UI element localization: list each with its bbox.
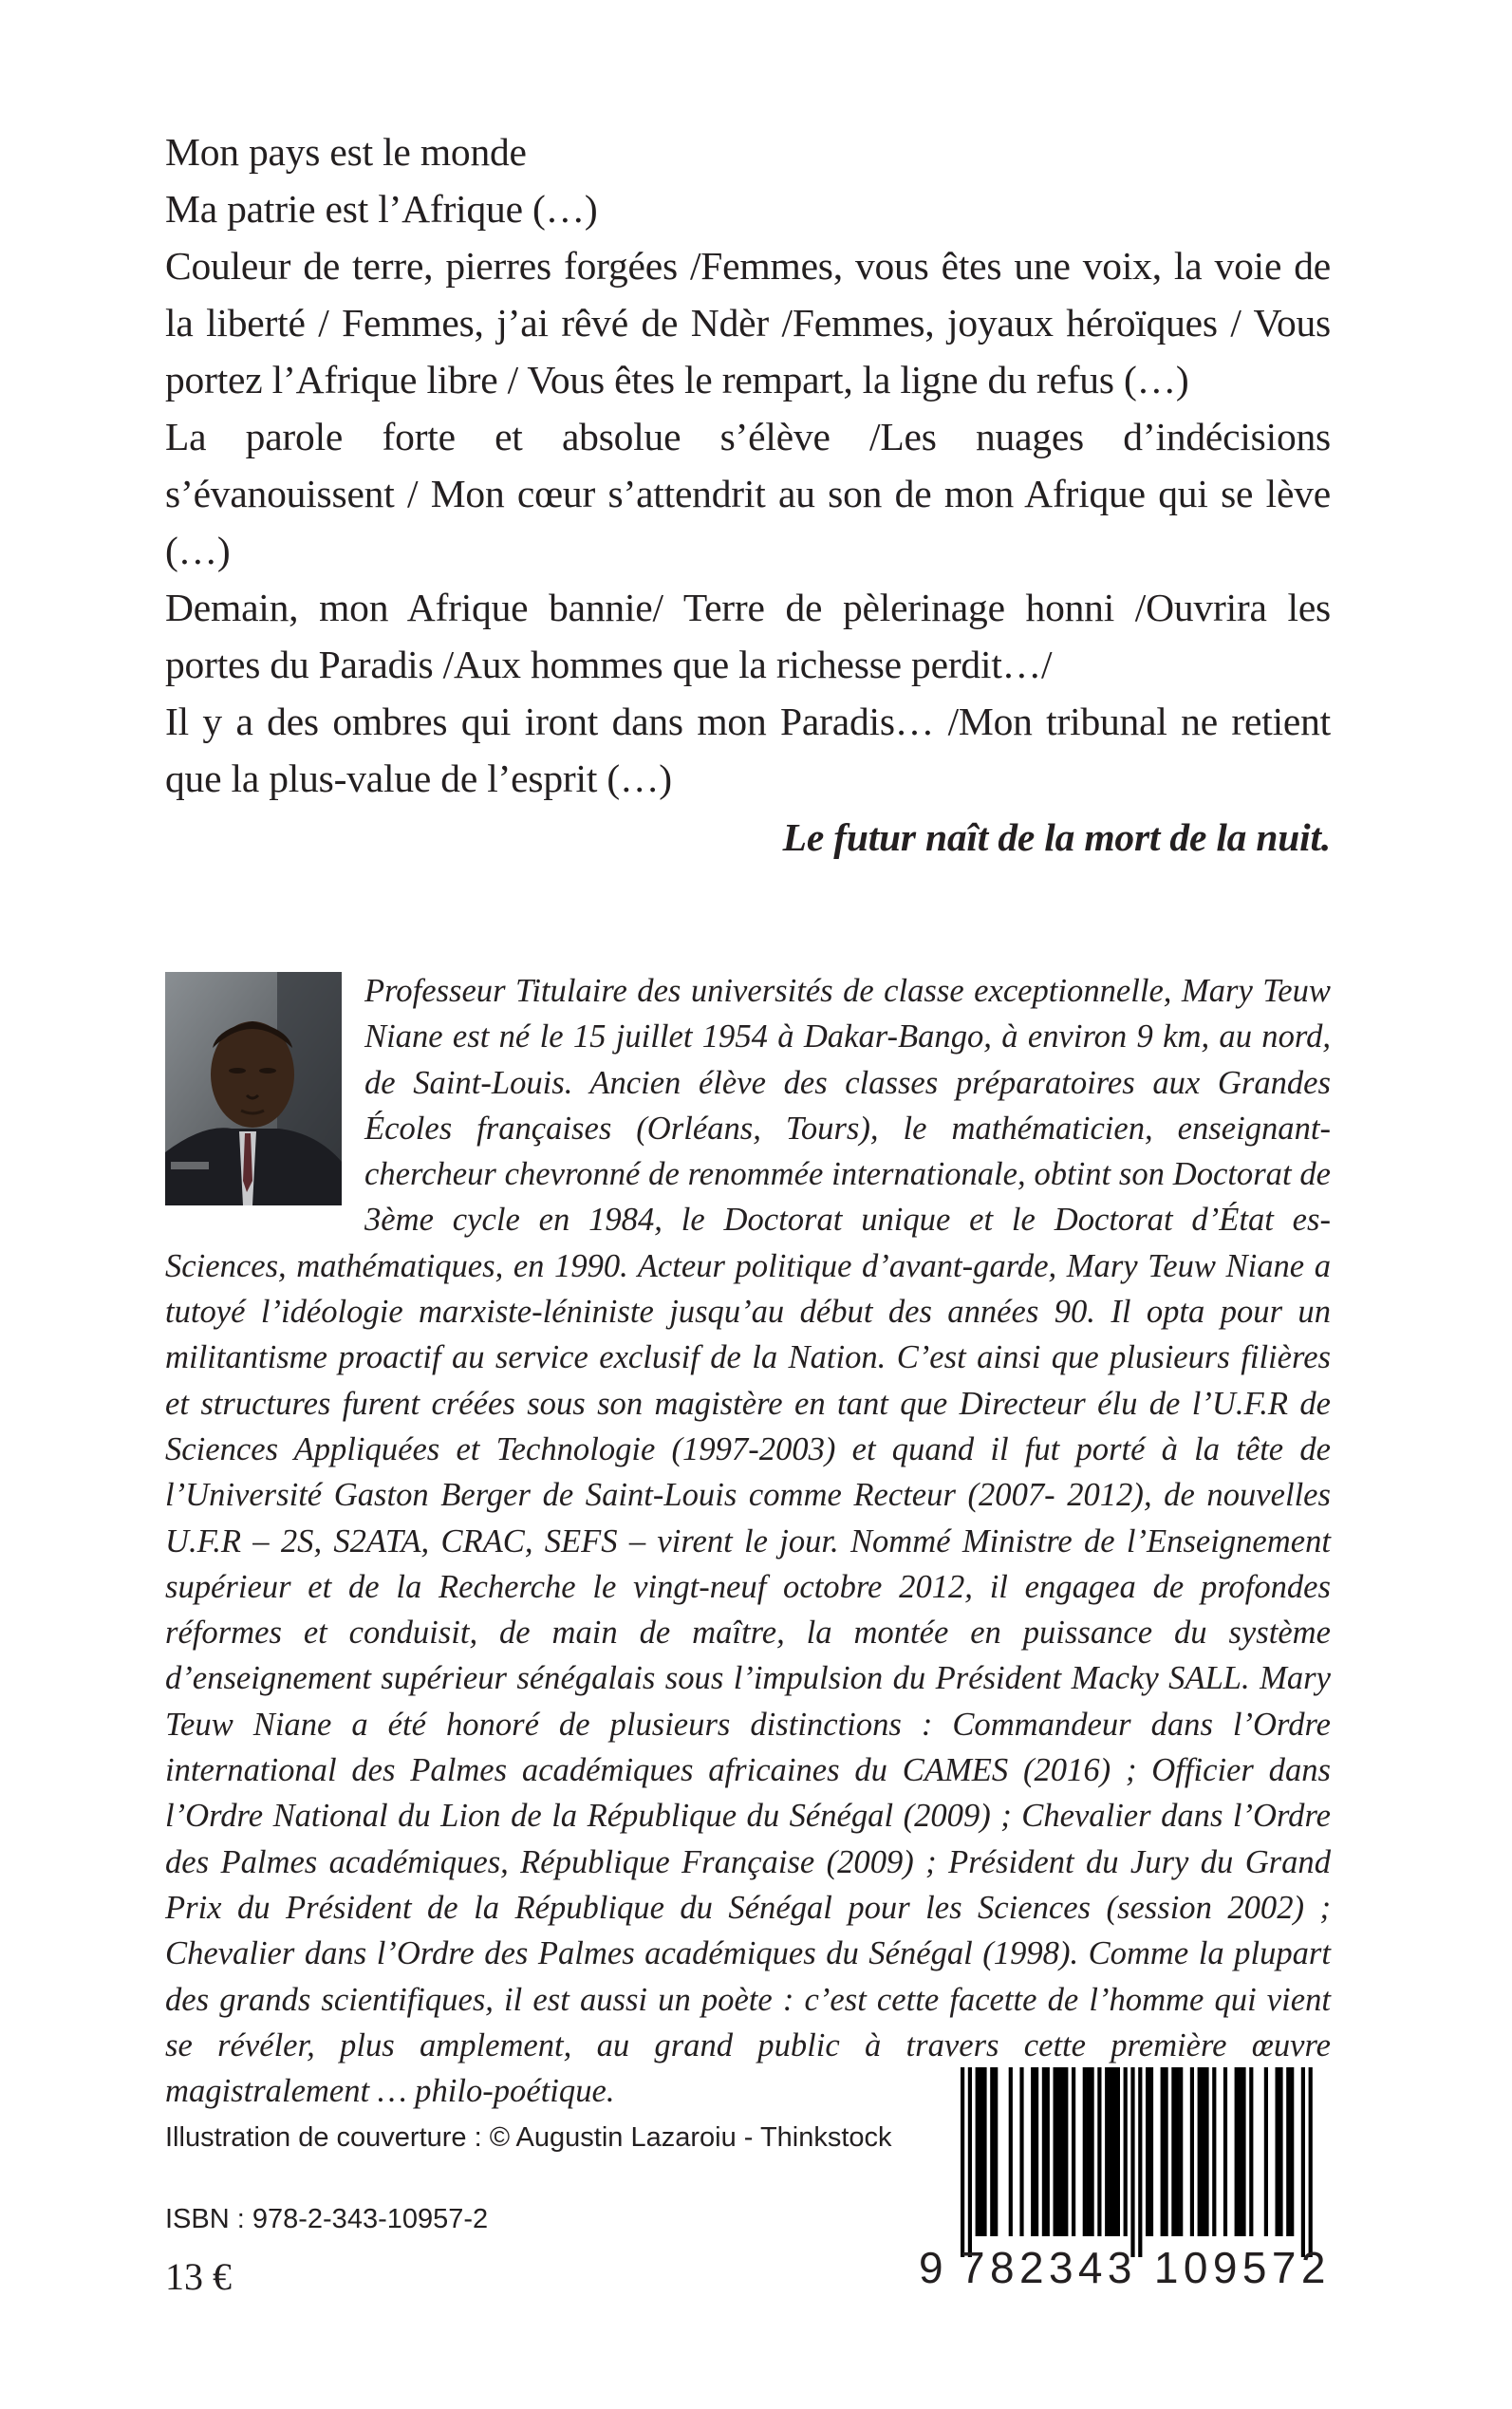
barcode-bar bbox=[1223, 2067, 1227, 2236]
barcode-bar bbox=[1241, 2067, 1245, 2236]
barcode-bar bbox=[1031, 2067, 1035, 2236]
biography-text: Professeur Titulaire des universités de classe exceptionnelle, Mary Teuw Niane est né le 15 juillet 1954 à Dakar-Bango, à environ 9 km, au nord, de Saint-Louis. Ancien élève des classes préparatoires aux Grandes Écoles françaises (Orléans, Tours), le mathématicien, enseignant-chercheur chevronné de renommée internationale, obtint son Doctorat de 3ème cycle en 1984, le Doctorat unique et le Doctorat d’État es-Sciences, mathématiques, en 1990. Acteur politique d’avant-garde, Mary Teuw Niane a tutoyé l’idéologie marxiste-léniniste jusqu’au début des années 90. Il opta pour un militantisme proactif au service exclusif de la Nation. C’est ainsi que plusieurs filières et structures furent créées sous son magistère en tant que Directeur élu de l’U.F.R de Sciences Appliquées et Technologie (1997-2003) et quand il fut porté à la tête de l’Université Gaston Berger de Saint-Louis comme Recteur (2007- 2012), de nouvelles U.F.R – 2S, S2ATA, CRAC, SEFS – virent le jour. Nommé Ministre de l’Enseignement supérieur et de la Recherche le vingt-neuf octobre 2012, il engagea de profondes réformes et conduisit, de main de maître, la montée en puissance du système d’enseignement supérieur sénégalais sous l’impulsion du Président Macky SALL. Mary Teuw Niane a été honoré de plusieurs distinctions : Commandeur dans l’Ordre international des Palmes académiques africaines du CAMES (2016) ; Officier dans l’Ordre National du Lion de la République du Sénégal (2009) ; Chevalier dans l’Ordre des Palmes académiques, République Française (2009) ; Président du Jury du Grand Prix du Président de la République du Sénégal pour les Sciences (session 2002) ; Chevalier dans l’Ordre des Palmes académiques du Sénégal (1998). Comme la plupart des grands scientifiques, il est aussi un poète : c’est cette facette de l’homme qui vient se révéler, plus amplement, au grand public à travers cette première œuvre magistralement … philo-poétique. bbox=[165, 973, 1331, 2110]
barcode-bar bbox=[1072, 2067, 1075, 2236]
barcode-bar bbox=[1179, 2067, 1183, 2236]
barcode-bar bbox=[1083, 2067, 1087, 2236]
isbn-number: ISBN : 978-2-343-10957-2 bbox=[165, 2204, 489, 2234]
barcode-bar bbox=[1146, 2067, 1149, 2236]
author-photo bbox=[165, 972, 342, 1205]
author-biography bbox=[165, 968, 1331, 2114]
barcode-bar bbox=[1212, 2067, 1216, 2236]
barcode-bar bbox=[1286, 2067, 1290, 2236]
barcode-bar bbox=[1019, 2067, 1023, 2236]
barcode-bar bbox=[1124, 2067, 1128, 2236]
poem-stanza: La parole forte et absolue s’élève /Les nuages d’indécisions s’évanouissent / Mon cœur s’attendrit au son de mon Afrique qui se lève (…) bbox=[165, 415, 1331, 572]
barcode-bar bbox=[1175, 2067, 1179, 2236]
barcode-bar bbox=[1290, 2067, 1294, 2236]
poem-line: Mon pays est le monde bbox=[165, 130, 527, 174]
barcode-bar bbox=[1087, 2067, 1091, 2236]
barcode-bar bbox=[1046, 2067, 1050, 2236]
barcode-bar bbox=[1130, 2067, 1134, 2257]
poem-stanza: Demain, mon Afrique bannie/ Terre de pèlerinage honni /Ouvrira les portes du Paradis /Aux hommes que la richesse perdit…/ bbox=[165, 586, 1331, 686]
book-price: 13 € bbox=[165, 2255, 232, 2298]
barcode-lead-digit: 9 bbox=[919, 2243, 948, 2292]
barcode-group-left: 782343 bbox=[961, 2243, 1137, 2292]
barcode-bar bbox=[982, 2067, 986, 2236]
poem-stanza: Il y a des ombres qui iront dans mon Paradis… /Mon tribunal ne retient que la plus-value de l’esprit (…) bbox=[165, 700, 1331, 800]
barcode-bar bbox=[1042, 2067, 1046, 2236]
barcode-digits bbox=[919, 2234, 1331, 2301]
barcode-bar bbox=[1276, 2067, 1279, 2236]
barcode-bar bbox=[994, 2067, 998, 2236]
barcode-bars bbox=[919, 2067, 1327, 2257]
barcode-bar bbox=[1054, 2067, 1057, 2236]
barcode-bar bbox=[1239, 2067, 1242, 2236]
barcode-bar bbox=[1064, 2067, 1068, 2236]
barcode-bar bbox=[1190, 2067, 1194, 2236]
barcode-bar bbox=[1204, 2067, 1208, 2236]
poem-excerpt bbox=[165, 123, 1331, 866]
barcode-bar bbox=[1165, 2067, 1168, 2236]
barcode-bar bbox=[1149, 2067, 1153, 2236]
barcode-bar bbox=[980, 2067, 983, 2236]
barcode-bar bbox=[1091, 2067, 1094, 2236]
barcode-bar bbox=[1060, 2067, 1064, 2236]
barcode-bar bbox=[1109, 2067, 1112, 2236]
poem-line: Ma patrie est l’Afrique (…) bbox=[165, 187, 598, 231]
barcode-bar bbox=[1112, 2067, 1116, 2236]
barcode-bar bbox=[1097, 2067, 1101, 2236]
barcode-bar bbox=[1161, 2067, 1165, 2236]
cover-illustration-credit: Illustration de couverture : © Augustin Lazaroiu - Thinkstock bbox=[165, 2122, 892, 2153]
barcode-bar bbox=[1171, 2067, 1175, 2236]
barcode-bar bbox=[968, 2067, 972, 2257]
barcode-bar bbox=[1035, 2067, 1038, 2236]
barcode-bar bbox=[1264, 2067, 1268, 2236]
barcode-group-right: 109572 bbox=[1153, 2243, 1331, 2292]
barcode-bar bbox=[1116, 2067, 1120, 2236]
barcode-bar bbox=[1198, 2067, 1202, 2236]
barcode-bar bbox=[1309, 2067, 1313, 2257]
barcode-bar bbox=[1249, 2067, 1253, 2236]
barcode-bar bbox=[1056, 2067, 1060, 2236]
barcode-bar bbox=[1279, 2067, 1282, 2236]
barcode-bar bbox=[976, 2067, 980, 2236]
barcode-bar bbox=[1105, 2067, 1109, 2236]
isbn-barcode bbox=[919, 2067, 1331, 2303]
barcode-bar bbox=[1138, 2067, 1142, 2257]
poem-stanza: Couleur de terre, pierres forgées /Femmes, vous êtes une voix, la voie de la liberté / Femmes, j’ai rêvé de Ndèr /Femmes, joyaux héroïques / Vous portez l’Afrique libre / Vous êtes le rempart, la ligne du refus (…) bbox=[165, 244, 1331, 402]
barcode-bar bbox=[961, 2067, 964, 2257]
poem-closing-line: Le futur naît de la mort de la nuit. bbox=[782, 815, 1331, 859]
barcode-bar bbox=[1009, 2067, 1013, 2236]
barcode-bar bbox=[1235, 2067, 1239, 2236]
barcode-bar bbox=[1202, 2067, 1205, 2236]
barcode-bar bbox=[1301, 2067, 1305, 2257]
barcode-bar bbox=[990, 2067, 994, 2236]
